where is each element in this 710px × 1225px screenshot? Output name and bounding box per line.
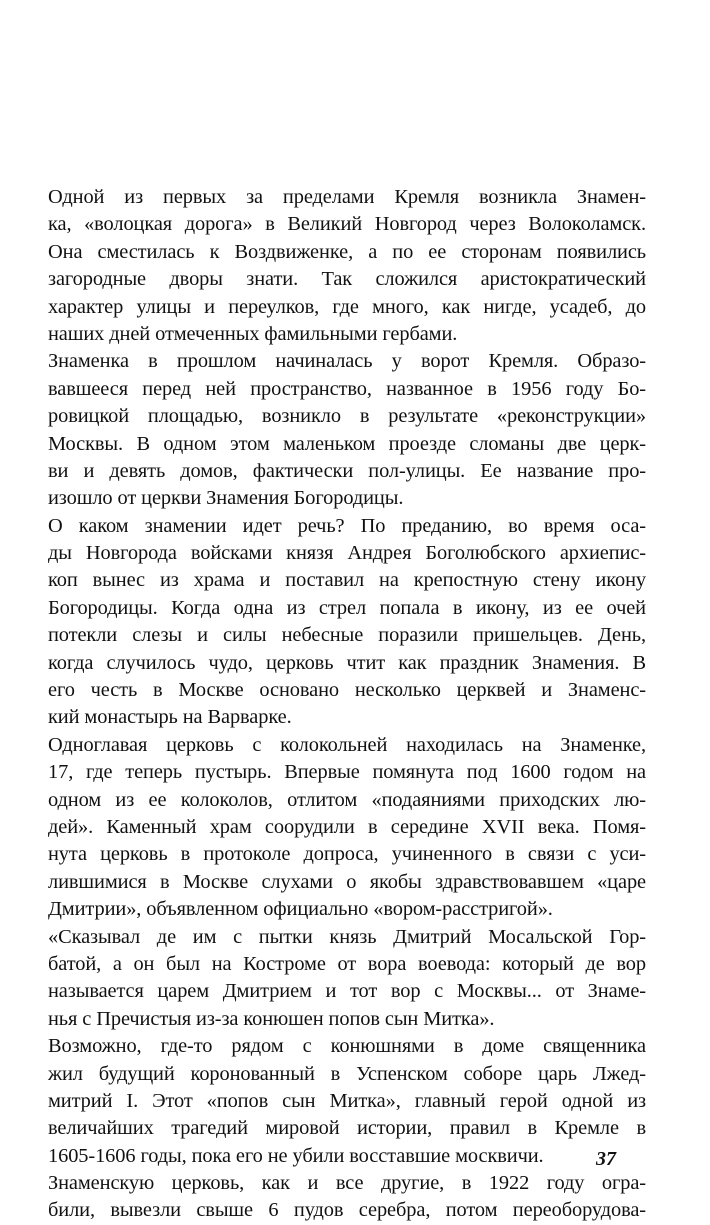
text-line: ровицкой площадью, возникло в результате «реконструкции»	[48, 405, 646, 428]
text-line: изошло от церкви Знамения Богородицы.	[48, 487, 404, 510]
page-number: 37	[596, 1148, 616, 1170]
text-line: ка, «волоцкая дорога» в Великий Новгород через Волоколамск.	[48, 213, 646, 236]
text-line: били, вывезли свыше 6 пудов серебра, потом переоборудова-	[48, 1199, 646, 1222]
text-line: дей». Каменный храм соорудили в середине XVII века. Помя-	[48, 815, 646, 838]
text-line: «Сказывал де им с пытки князь Дмитрий Мосальской Гор-	[48, 925, 646, 948]
text-line: митрий I. Этот «попов сын Митка», главный герой одной из	[48, 1089, 646, 1112]
text-line: Дмитрии», объявленном официально «вором-расстригой».	[48, 898, 553, 921]
text-line: Знаменка в прошлом начиналась у ворот Кремля. Образо-	[48, 350, 646, 373]
text-line: 1605-1606 годы, пока его не убили восставшие москвичи.	[48, 1144, 544, 1167]
text-line: величайших трагедий мировой истории, правил в Кремле в	[48, 1117, 646, 1140]
text-line: жил будущий коронованный в Успенском соборе царь Лжед-	[48, 1062, 646, 1085]
text-line: называется царем Дмитрием и тот вор с Москвы... от Знаме-	[48, 980, 646, 1003]
text-line: 17, где теперь пустырь. Впервые помянута под 1600 годом на	[48, 761, 646, 784]
text-line: нута церковь в протоколе допроса, учиненного в связи с уси-	[48, 843, 646, 866]
text-line: лившимися в Москве слухами о якобы здравствовавшем «царе	[48, 870, 646, 893]
text-line: Она сместилась к Воздвиженке, а по ее сторонам появились	[48, 240, 646, 263]
text-line: когда случилось чудо, церковь чтит как праздник Знамения. В	[48, 651, 646, 674]
text-line: нья с Пречистыя из-за конюшен попов сын Митка».	[48, 1007, 495, 1030]
body-text	[48, 184, 646, 1225]
text-line: Москвы. В одном этом маленьком проезде сломаны две церк-	[48, 432, 646, 455]
text-line: наших дней отмеченных фамильными гербами.	[48, 322, 458, 345]
text-line: потекли слезы и силы небесные поразили пришельцев. День,	[48, 624, 646, 647]
text-line: вавшееся перед ней пространство, названное в 1956 году Бо-	[48, 377, 646, 400]
text-line: коп вынес из храма и поставил на крепостную стену икону	[48, 569, 646, 592]
text-line: его честь в Москве основано несколько церквей и Знаменс-	[48, 679, 646, 702]
text-line: кий монастырь на Варварке.	[48, 706, 292, 729]
text-line: одном из ее колоколов, отлитом «подаяниями приходских лю-	[48, 788, 646, 811]
text-line: Одной из первых за пределами Кремля возникла Знамен-	[48, 186, 646, 208]
text-line: характер улицы и переулков, где много, как нигде, усадеб, до	[48, 295, 646, 318]
text-line: ды Новгорода войсками князя Андрея Боголюбского архиепис-	[48, 542, 646, 565]
text-line: Одноглавая церковь с колокольней находилась на Знаменке,	[48, 733, 646, 756]
text-line: ви и девять домов, фактически пол-улицы. Ее название про-	[48, 459, 646, 482]
text-line: батой, а он был на Костроме от вора воевода: который де вор	[48, 952, 646, 975]
text-line: загородные дворы знати. Так сложился аристократический	[48, 268, 646, 291]
text-line: О каком знамении идет речь? По преданию, во время оса-	[48, 514, 646, 537]
text-line: Возможно, где-то рядом с конюшнями в доме священника	[48, 1035, 646, 1058]
text-line: Знаменскую церковь, как и все другие, в 1922 году огра-	[48, 1172, 646, 1195]
text-line: Богородицы. Когда одна из стрел попала в икону, из ее очей	[48, 596, 646, 619]
